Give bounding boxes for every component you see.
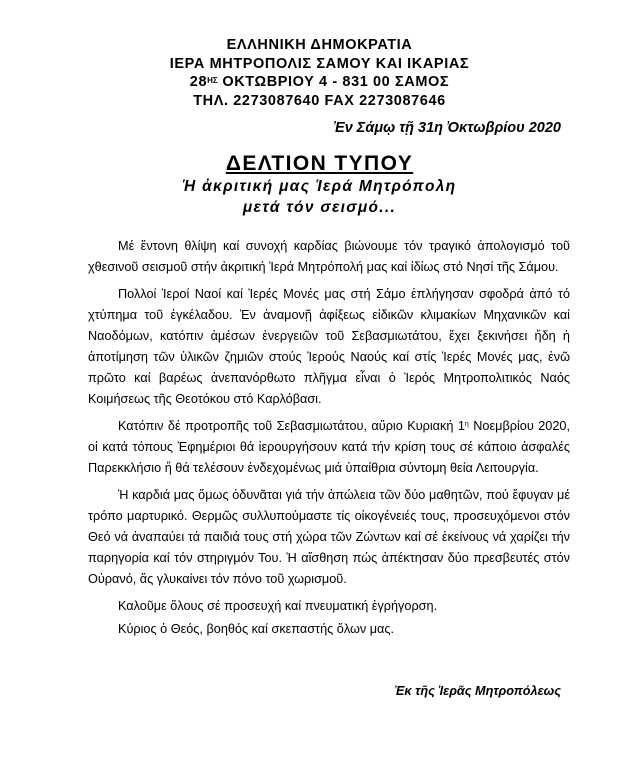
paragraph-1: Μέ ἔντονη θλίψη καί συνοχή καρδίας βιώνουμε τόν τραγικό ἀπολογισμό τοῦ χθεσινοῦ σεισμοῦ στήν ἀκριτική Ἱερά Μητρόπολή μας καί ἰδίως στό Νησί τῆς Σάμου.	[88, 239, 570, 274]
subtitle-line-2: μετά τόν σεισμό...	[242, 199, 397, 216]
subtitle-line-1: Ἡ ἀκριτική μας Ἱερά Μητρόπολη	[182, 178, 457, 195]
body-text	[88, 236, 570, 642]
letterhead	[0, 36, 639, 110]
address-number: 28	[189, 74, 208, 90]
signature: Ἐκ τῆς Ἱερᾶς Μητροπόλεως	[394, 684, 561, 698]
address-rest: ΟΚΤΩΒΡΙΟΥ 4 - 831 00 ΣΑΜΟΣ	[217, 74, 450, 90]
paragraph-3-part-a: Κατόπιν δέ προτροπῆς τοῦ Σεβασμιωτάτου, αὔριο Κυριακή 1	[118, 419, 465, 433]
title-block	[0, 152, 639, 218]
paragraph-4: Ἡ καρδιά μας ὅμως ὀδυνᾶται γιά τήν ἀπώλεια τῶν δύο μαθητῶν, πού ἔφυγαν μέ τρόπο μαρτυρικό. Θερμῶς συλλυπούμαστε τίς οἰκογένειές τους, προσευχόμενοι στόν Θεό νά ἀναπαύει τά παιδιά τους στή χώρα τῶν Ζώντων καί σέ ἐκείνους νά χαρίζει τήν παρηγορία καί τόν στηριγμόν Του. Ἡ αἴσθηση πώς ἀπέκτησαν δύο πρεσβευτές στόν Οὐρανό, ἄς γλυκαίνει τόν πόνο τοῦ χωρισμοῦ.	[88, 488, 570, 586]
letterhead-metropolis: ΙΕΡΑ ΜΗΤΡΟΠΟΛΙΣ ΣΑΜΟΥ ΚΑΙ ΙΚΑΡΙΑΣ	[169, 55, 470, 72]
address-ordinal: ΗΣ	[207, 76, 218, 85]
letterhead-state: ΕΛΛΗΝΙΚΗ ΔΗΜΟΚΡΑΤΙΑ	[226, 37, 413, 53]
letterhead-phone-fax: ΤΗΛ. 2273087640 FAX 2273087646	[193, 92, 446, 109]
paragraph-2: Πολλοί Ἱεροί Ναοί καί Ἱερές Μονές μας στή Σάμο ἐπλήγησαν σφοδρά ἀπό τό χτύπημα τοῦ ἐγκέλαδου. Ἐν ἀναμονῇ ἀφίξεως εἰδικῶν κλιμακίων Μηχανικῶν καί Ναοδόμων, κατόπιν ἀμέσων ἐνεργειῶν τοῦ Σεβασμιωτάτου, ἔχει ξεκινήσει ἤδη ἡ ἀποτίμηση τῶν ὑλικῶν ζημιῶν στούς Ἱερούς Ναούς καί στίς Ἱερές Μονές μας, ἐνῶ πρῶτο καί βαρέως ἀνεπανόρθωτο πλῆγμα εἶναι ὁ Ἱερός Μητροπολιτικός Ναός Κοιμήσεως τῆς Θεοτόκου στό Καρλόβασι.	[88, 287, 570, 406]
paragraph-6: Κύριος ὁ Θεός, βοηθός καί σκεπαστής ὅλων μας.	[118, 622, 395, 636]
paragraph-3-ordinal: η	[464, 421, 469, 428]
document-date: Ἐν Σάμῳ τῇ 31η Ὀκτωβρίου 2020	[333, 120, 561, 136]
paragraph-3	[88, 416, 570, 479]
paragraph-5: Καλοῦμε ὅλους σέ προσευχή καί πνευματική ἐγρήγορση.	[118, 599, 438, 613]
paragraph-3-part-b: Νοεμβρίου 2020, οἱ κατά τόπους Ἐφημέριοι θά ἱερουργήσουν κατά τήν κρίση τους σέ κάποιο ἀσφαλές Παρεκκλήσιο ἤ θά τελέσουν ἐνδεχομένως μιά ὑπαίθρια σύντομη θεία Λειτουργία.	[88, 419, 570, 475]
document-title: ΔΕΛΤΙΟΝ ΤΥΠΟΥ	[225, 152, 414, 175]
letterhead-address	[0, 73, 639, 92]
